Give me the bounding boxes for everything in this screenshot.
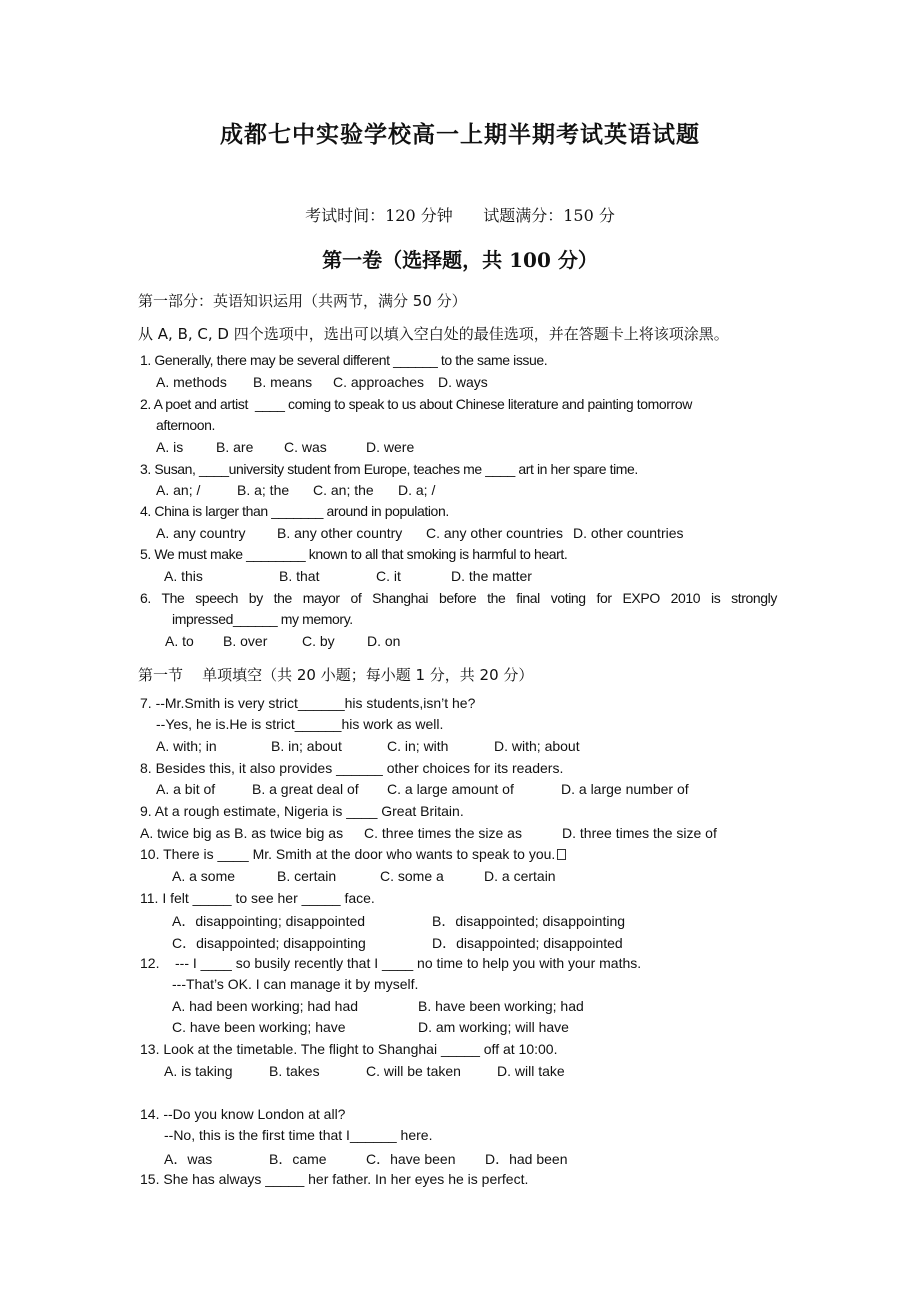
q1-option-b: B. means [253, 374, 313, 390]
question-8: 8. Besides this, it also provides ______ other choices for its readers. [140, 760, 564, 776]
question-13: 13. Look at the timetable. The flight to Shanghai _____ off at 10:00. [140, 1041, 558, 1057]
q9-option-ab: A. twice big as B. as twice big as [140, 825, 344, 841]
volume-heading: 第一卷（选择题，共 100 分） [322, 248, 598, 272]
q13-option-d: D. will take [497, 1063, 565, 1079]
q14-option-a: A．was [164, 1151, 213, 1167]
q2-option-c: C. was [284, 439, 327, 455]
part1-instruction: 从 A, B, C, D 四个选项中，选出可以填入空白处的最佳选项，并在答题卡上将该项涂黑。 [138, 325, 729, 343]
q14-option-b: B．came [269, 1151, 327, 1167]
q10-option-d: D. a certain [484, 868, 556, 884]
section1-heading: 第一节 单项填空（共 20 小题；每小题 1 分，共 20 分） [138, 666, 534, 684]
q10-option-c: C. some a [380, 868, 444, 884]
q9-option-c: C. three times the size as [364, 825, 522, 841]
exam-info [0, 203, 920, 226]
q5-option-d: D. the matter [451, 568, 532, 584]
q10-option-a: A. a some [172, 868, 236, 884]
question-10-text: 10. There is ____ Mr. Smith at the door who wants to speak to you. [140, 846, 556, 862]
q5-option-c: C. it [376, 568, 401, 584]
q1-option-c: C. approaches [333, 374, 425, 390]
question-11: 11. I felt _____ to see her _____ face. [140, 890, 375, 906]
q5-option-a: A. this [164, 568, 203, 584]
question-14-reply: --No, this is the first time that I______ here. [164, 1127, 433, 1143]
q12-option-b: B. have been working; had [418, 998, 584, 1014]
q4-option-c: C. any other countries [426, 525, 563, 541]
q12-option-c: C. have been working; have [172, 1019, 346, 1035]
q1-option-d: D. ways [438, 374, 488, 390]
q2-option-b: B. are [216, 439, 254, 455]
question-6: 6. The speech by the mayor of Shanghai before the final voting for EXPO 2010 is strongly [140, 590, 777, 606]
q10-option-b: B. certain [277, 868, 337, 884]
q1-option-a: A. methods [156, 374, 227, 390]
page-title: 成都七中实验学校高一上期半期考试英语试题 [220, 121, 700, 148]
q8-option-c: C. a large amount of [387, 781, 514, 797]
q13-option-b: B. takes [269, 1063, 320, 1079]
question-4: 4. China is larger than _______ around in population. [140, 503, 449, 519]
question-7-reply: --Yes, he is.He is strict______his work as well. [156, 716, 444, 732]
question-10 [140, 846, 566, 862]
question-12-reply: ---That’s OK. I can manage it by myself. [172, 976, 419, 992]
q9-option-d: D. three times the size of [562, 825, 717, 841]
q4-option-d: D. other countries [573, 525, 684, 541]
q3-option-c: C. an; the [313, 482, 374, 498]
question-6-cont: impressed______ my memory. [172, 611, 353, 627]
q6-option-a: A. to [165, 633, 194, 649]
q7-option-d: D. with; about [494, 738, 580, 754]
q11-option-d: D．disappointed; disappointed [432, 935, 623, 951]
q11-option-b: B．disappointed; disappointing [432, 913, 626, 929]
q2-option-d: D. were [366, 439, 415, 455]
question-2-cont: afternoon. [156, 417, 216, 433]
q13-option-a: A. is taking [164, 1063, 233, 1079]
exam-time: 考试时间：120 分钟 [305, 206, 453, 225]
q5-option-b: B. that [279, 568, 320, 584]
question-9: 9. At a rough estimate, Nigeria is ____ Great Britain. [140, 803, 464, 819]
question-2: 2. A poet and artist ____ coming to speak to us about Chinese literature and painting tomorrow [140, 396, 692, 412]
q4-option-b: B. any other country [277, 525, 403, 541]
question-14: 14. --Do you know London at all? [140, 1106, 346, 1122]
part1-heading: 第一部分：英语知识运用（共两节，满分 50 分） [138, 292, 467, 310]
q3-option-d: D. a; / [398, 482, 436, 498]
q8-option-b: B. a great deal of [252, 781, 359, 797]
q6-option-c: C. by [302, 633, 335, 649]
q3-option-a: A. an; / [156, 482, 201, 498]
question-5: 5. We must make ________ known to all that smoking is harmful to heart. [140, 546, 568, 562]
q14-option-d: D．had been [485, 1151, 568, 1167]
q11-option-a: A．disappointing; disappointed [172, 913, 366, 929]
question-1: 1. Generally, there may be several different ______ to the same issue. [140, 352, 548, 368]
question-15: 15. She has always _____ her father. In her eyes he is perfect. [140, 1171, 529, 1187]
q3-option-b: B. a; the [237, 482, 290, 498]
q7-option-a: A. with; in [156, 738, 217, 754]
q6-option-d: D. on [367, 633, 401, 649]
q12-option-d: D. am working; will have [418, 1019, 569, 1035]
q11-option-c: C．disappointed; disappointing [172, 935, 366, 951]
q12-option-a: A. had been working; had had [172, 998, 359, 1014]
full-score: 试题满分：150 分 [483, 206, 615, 225]
q7-option-c: C. in; with [387, 738, 449, 754]
question-3: 3. Susan, ____university student from Europe, teaches me ____ art in her spare time. [140, 461, 638, 477]
unknown-char-icon [557, 849, 566, 860]
q2-option-a: A. is [156, 439, 184, 455]
q4-option-a: A. any country [156, 525, 246, 541]
q6-option-b: B. over [223, 633, 268, 649]
q7-option-b: B. in; about [271, 738, 342, 754]
q8-option-a: A. a bit of [156, 781, 216, 797]
q14-option-c: C．have been [366, 1151, 456, 1167]
question-12: 12. --- I ____ so busily recently that I ____ no time to help you with your maths. [140, 955, 642, 971]
q13-option-c: C. will be taken [366, 1063, 461, 1079]
question-7: 7. --Mr.Smith is very strict______his students,isn’t he? [140, 695, 476, 711]
q8-option-d: D. a large number of [561, 781, 689, 797]
